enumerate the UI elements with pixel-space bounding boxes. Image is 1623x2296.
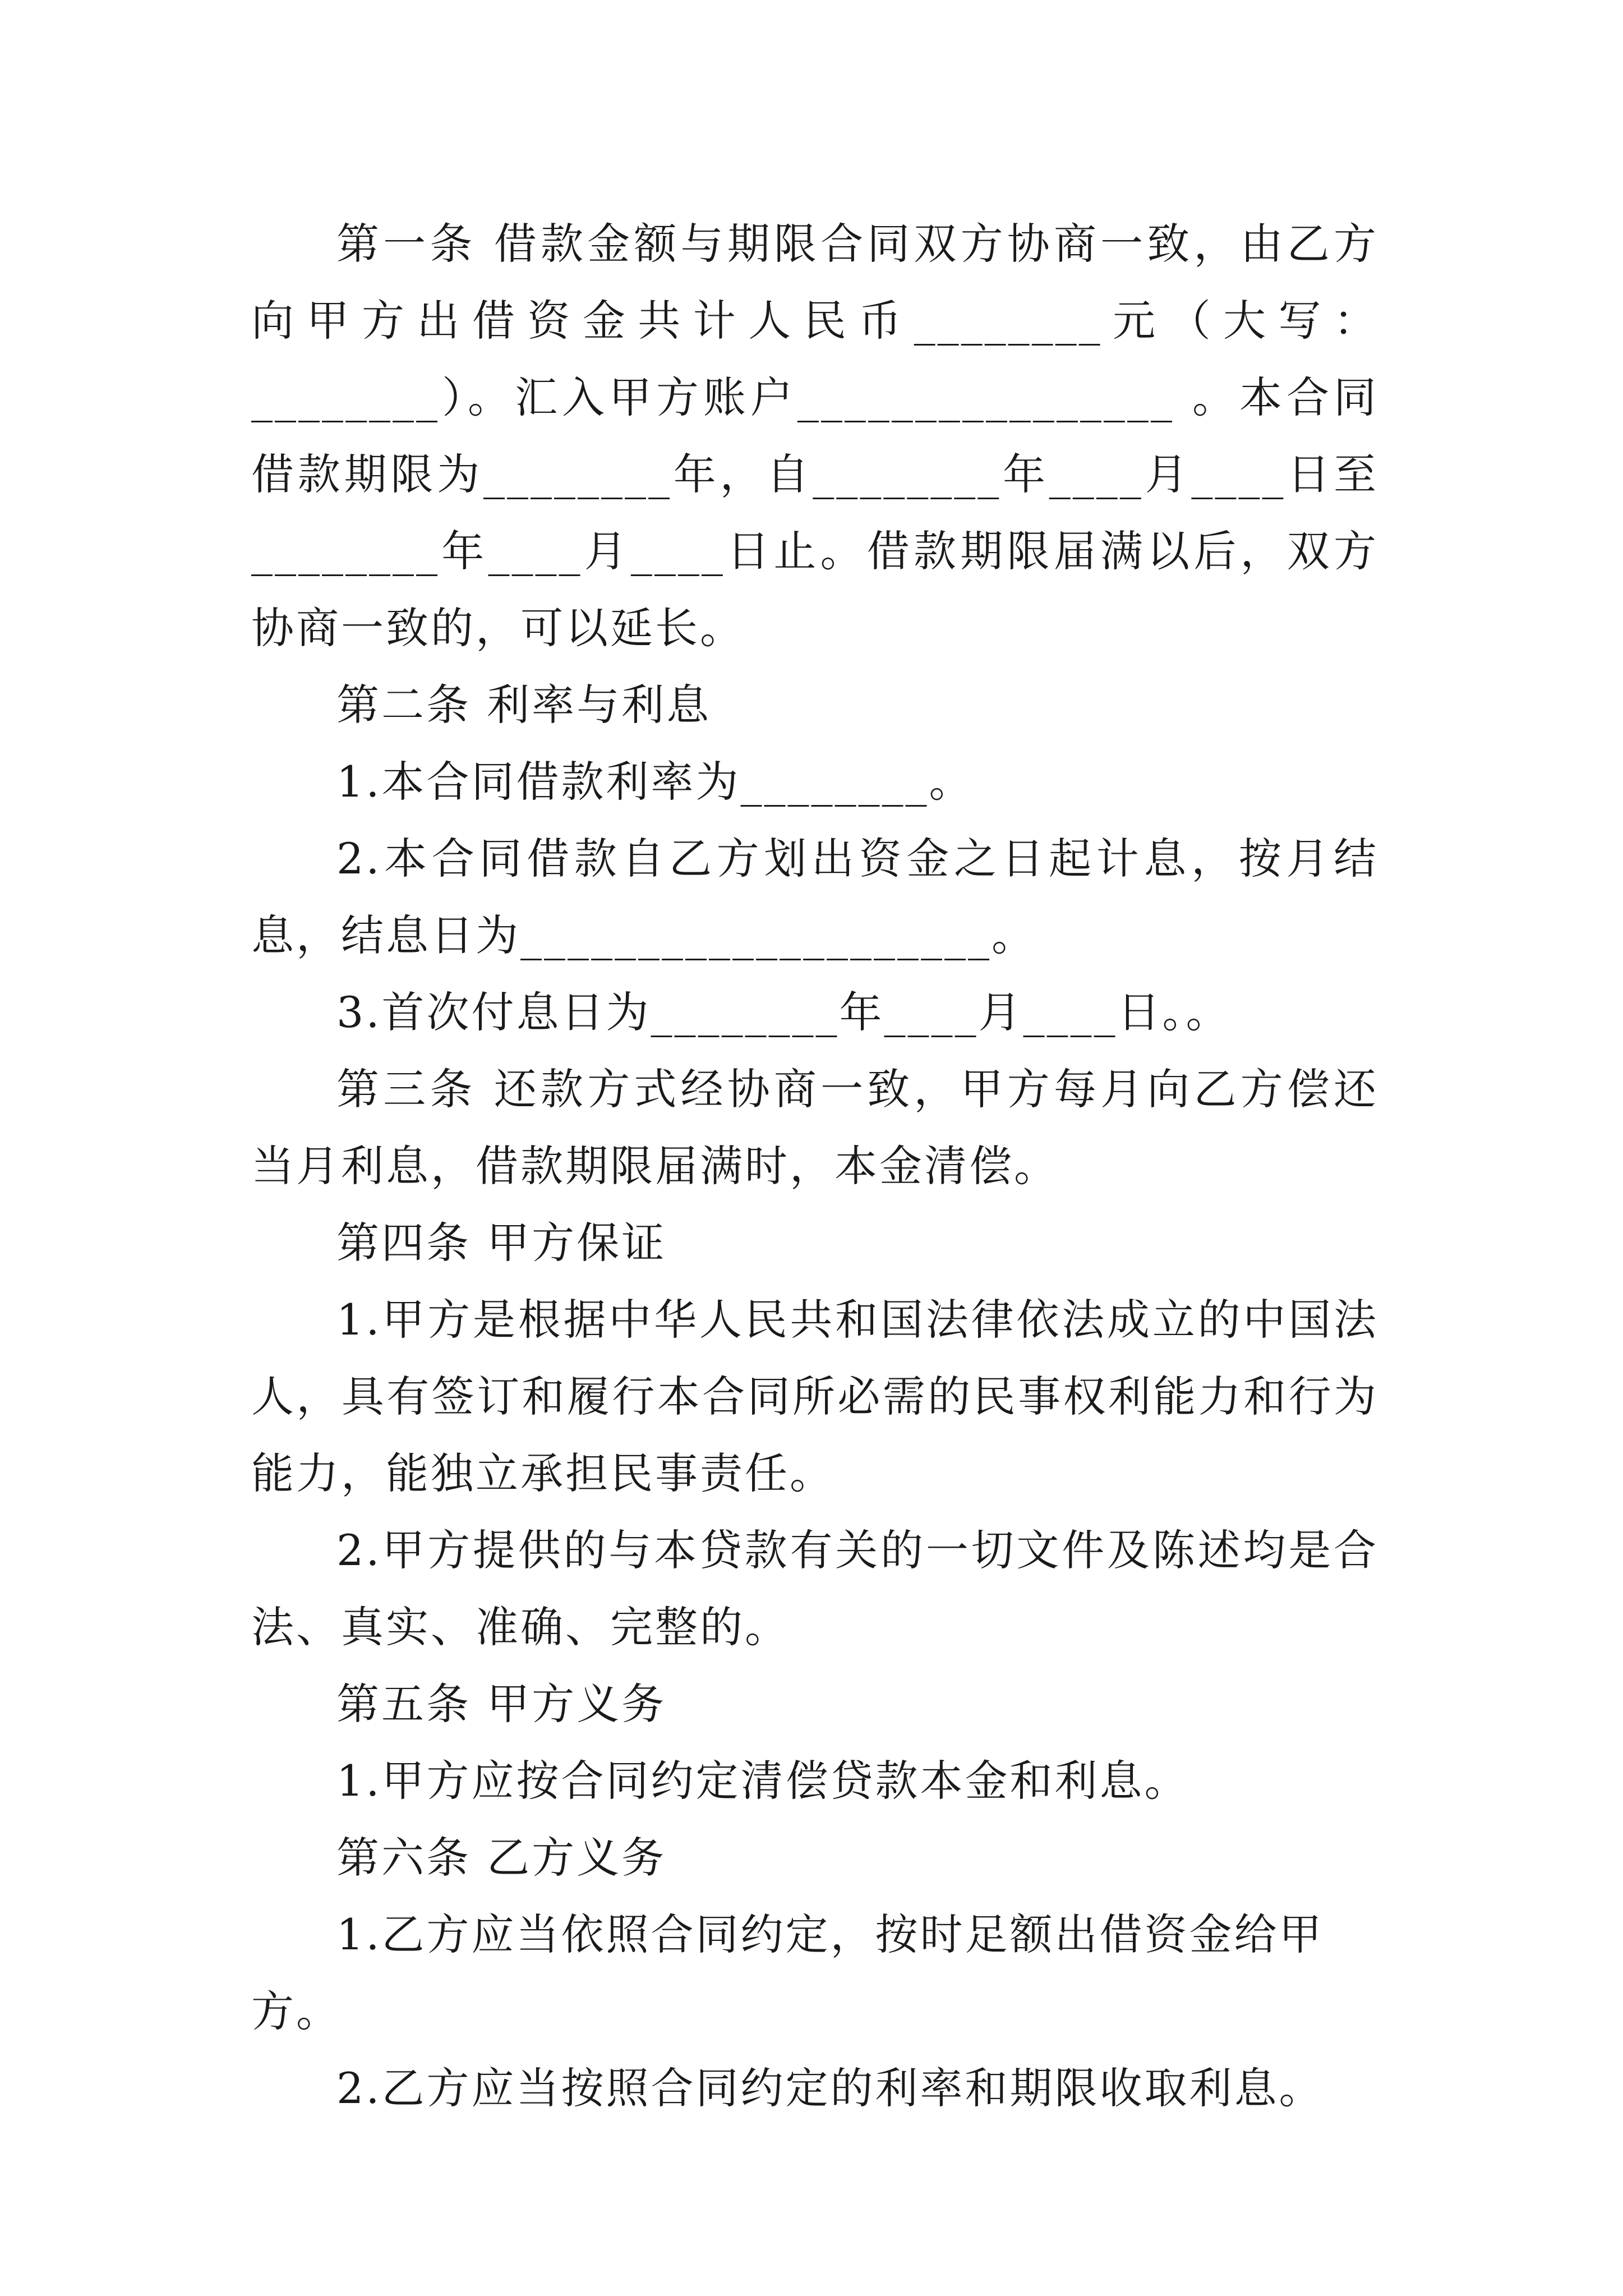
clause-4-heading: 第四条 甲方保证 [336, 1218, 667, 1268]
clause-2-item-3: 3.首次付息日为________年____月____日。。 [336, 987, 1231, 1037]
clause-2-item-2: 2.本合同借款自乙方划出资金之日起计息，按月结息，结息日为____________________。 [251, 834, 1378, 960]
clause-4-item-1: 1.甲方是根据中华人民共和国法律依法成立的中国法人，具有签订和履行本合同所必需的民事权利能力和行为能力，能独立承担民事责任。 [251, 1295, 1378, 1498]
contract-body [251, 205, 1378, 2127]
clause-5-item-1: 1.甲方应按合同约定清偿贷款本金和利息。 [336, 1756, 1189, 1806]
clause-6-item-1: 1.乙方应当依照合同约定，按时足额出借资金给甲方。 [251, 1910, 1324, 2036]
clause-6-heading: 第六条 乙方义务 [336, 1833, 667, 1883]
clause-3-paragraph: 第三条 还款方式经协商一致，甲方每月向乙方偿还当月利息，借款期限届满时，本金清偿。 [251, 1064, 1378, 1191]
clause-6-item-2: 2.乙方应当按照合同约定的利率和期限收取利息。 [336, 2063, 1324, 2113]
clause-5-heading: 第五条 甲方义务 [336, 1679, 667, 1729]
clause-2-item-1: 1.本合同借款利率为________。 [336, 757, 974, 807]
clause-1-paragraph: 第一条 借款金额与期限合同双方协商一致，由乙方向甲方出借资金共计人民币________元（大写：________）。汇入甲方账户________________ 。本合同借款期限为________年，自________年____月____日至________年____月____日止。借款期限届满以后，双方协商一致的，可以延长。 [251, 219, 1378, 653]
clause-2-heading: 第二条 利率与利息 [336, 680, 712, 730]
clause-4-item-2: 2.甲方提供的与本贷款有关的一切文件及陈述均是合法、真实、准确、完整的。 [251, 1525, 1378, 1652]
